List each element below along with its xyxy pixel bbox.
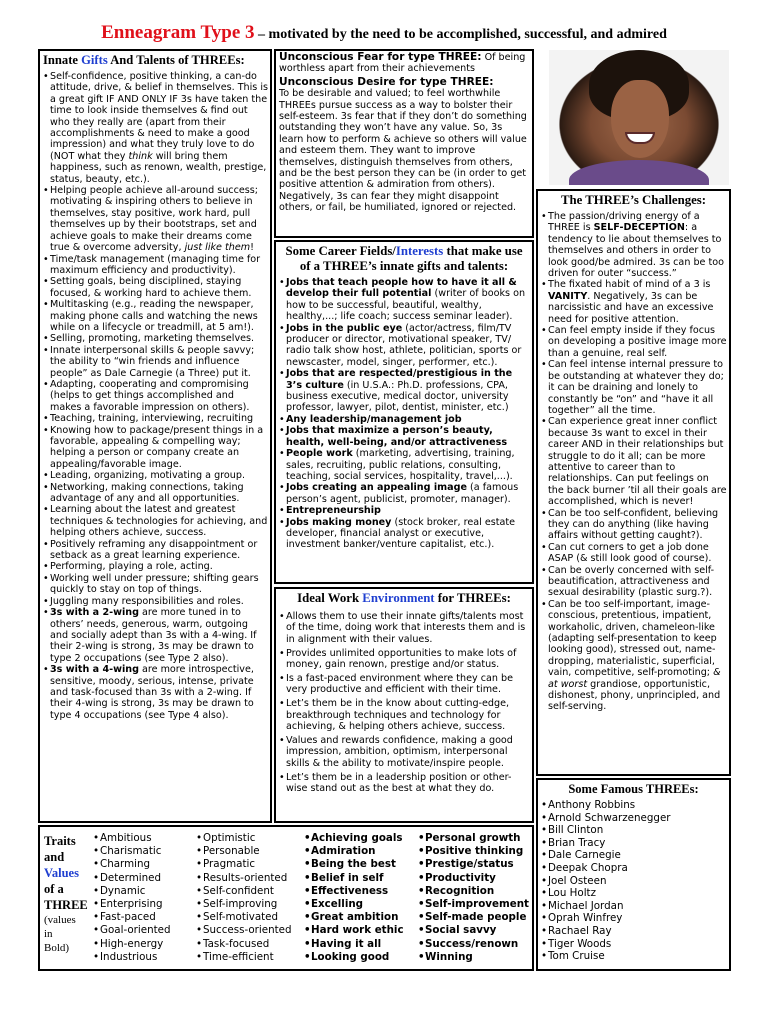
value-item: • Having it all <box>301 938 418 951</box>
career-item: • People work (marketing, advertising, training, sales, recruiting, public relations, consulting, teaching, social services, hospitality, travel,...). <box>276 448 530 482</box>
title-main: Enneagram Type 3 <box>101 22 255 43</box>
famous-header: Some Famous THREEs: <box>568 782 699 796</box>
fear-text: Unconscious Fear for type THREE: Of being worthless apart from their achievements <box>279 51 526 75</box>
challenge-item: • Can be too self-confident, believing they can do anything (like having affairs without getting caught?). <box>538 508 727 542</box>
traits-label: Traits and Values of a THREE (values in Bold) <box>44 834 88 954</box>
gift-item: • Knowing how to package/present things in a favorable, appealing & compelling way; helping a person or company create an appealing/favorable image. <box>40 425 268 471</box>
gift-item: • Self-confidence, positive thinking, a can-do attitude, drive, & belief in themselves. This is a great gift IF AND ONLY IF 3s have taken the time to look inside themselves & find out who they really are (apart from their accomplishments & need to make a good impression) and what they truly love to do (NOT what they think will bring them happiness, such as renown, wealth, prestige, status, beauty, etc.). <box>40 71 268 185</box>
famous-name: • Rachael Ray <box>538 925 729 938</box>
challenge-item: • Can be too self-important, image-conscious, pretentious, impatient, workaholic, driven, chameleon-like (adapting self-presentation to keep looking good), stressed out, name-dropping, materialistic, superficial, vain, competitive, self-promoting; & at worst grandiose, opportunistic, dishonest, phony, unprincipled, and self-serving. <box>538 599 727 713</box>
desire-text: Unconscious Desire for type THREE: To be desirable and valued; to feel worthwhile THREEs pursue success as a way to bolster their self-esteem. 3s fear that if they don’t do something outstanding they won’t have any value. So, 3s learn how to perform & achieve so others will value and esteem them. They want to improve themselves, distinguish themselves from others, and be the best person they can be (in order to get positive attention & admiration from others). Negatively, 3s can fear they might disappoint others, or fail, be humiliated, ignored or rejected. <box>279 75 527 214</box>
gift-item: • Leading, organizing, motivating a group. <box>40 470 268 481</box>
trait-item: • High-energy <box>90 938 190 951</box>
environment-item: • Provides unlimited opportunities to make lots of money, gain renown, prestige and/or status. <box>276 648 530 671</box>
career-item: • Entrepreneurship <box>276 505 530 516</box>
value-item: • Recognition <box>415 885 534 898</box>
trait-item: • Goal-oriented <box>90 924 190 937</box>
careers-header: Some Career Fields/Interests that make use of a THREE’s innate gifts and talents: <box>285 244 523 273</box>
gift-item: • Innate interpersonal skills & people savvy; the ability to “win friends and influence people” as Dale Carnegie (a Three) put it. <box>40 345 268 379</box>
value-item: • Excelling <box>301 898 418 911</box>
value-item: • Prestige/status <box>415 858 534 871</box>
gift-item: • Helping people achieve all-around success; motivating & inspiring others to believe in themselves, stay positive, work hard, pull themselves up by their bootstraps, set and achieve goals to make their dreams come true & overcome adversity, just like them! <box>40 185 268 253</box>
traits-col-2 <box>193 832 303 964</box>
gifts-box <box>38 49 272 823</box>
value-item: • Success/renown <box>415 938 534 951</box>
trait-item: • Determined <box>90 872 190 885</box>
environment-item: • Values and rewards confidence, making a good impression, ambition, optimism, interpersonal skills & the ability to motivate/inspire people. <box>276 735 530 769</box>
famous-name: • Tom Cruise <box>538 950 729 963</box>
famous-name: • Arnold Schwarzenegger <box>538 812 729 825</box>
values-col-1 <box>301 832 418 964</box>
trait-item: • Charismatic <box>90 845 190 858</box>
gift-item: • Selling, promoting, marketing themselves. <box>40 333 268 344</box>
environment-item: • Let’s them be in the know about cutting-edge, breakthrough techniques and technology for achieving, & helping others achieve, success. <box>276 698 530 732</box>
portrait-photo <box>549 50 729 185</box>
gift-item: • Working well under pressure; shifting gears quickly to stay on top of things. <box>40 573 268 596</box>
gift-item: • Positively reframing any disappointment or setback as a great learning experience. <box>40 539 268 562</box>
value-item: • Winning <box>415 951 534 964</box>
value-item: • Personal growth <box>415 832 534 845</box>
value-item: • Great ambition <box>301 911 418 924</box>
value-item: • Self-improvement <box>415 898 534 911</box>
trait-item: • Self-confident <box>193 885 303 898</box>
gift-item: • Multitasking (e.g., reading the newspaper, making phone calls and watching the news while on a lifecycle or treadmill, at 5 am!). <box>40 299 268 333</box>
trait-item: • Dynamic <box>90 885 190 898</box>
traits-box <box>38 825 534 971</box>
environment-item: • Allows them to use their innate gifts/talents most of the time, doing work that interests them and is in alignment with their values. <box>276 611 530 645</box>
career-item: • Jobs in the public eye (actor/actress, film/TV producer or director, motivational speaker, TV/ radio talk show host, athlete, politician, sports or newscaster, model, singer, performer, etc.). <box>276 323 530 369</box>
trait-item: • Success-oriented <box>193 924 303 937</box>
fear-desire-box <box>274 49 534 238</box>
wing2-item: • 3s with a 2-wing are more tuned in to others’ needs, generous, warm, outgoing and socially adept than 3s with a 4-wing. If their 2-wing is strong, 3s may be drawn to type 2 occupations (see Type 2 also). <box>40 607 268 664</box>
page-title <box>0 22 768 44</box>
challenge-item: • Can experience great inner conflict because 3s want to excel in their career AND in their relationships but struggle to do it all; can be more attentive to career than to relationships. Can put feelings on the back burner ’til all their goals are accomplished, which is never! <box>538 416 727 507</box>
famous-name: • Oprah Winfrey <box>538 912 729 925</box>
title-sub: – motivated by the need to be accomplished, successful, and admired <box>254 27 667 42</box>
famous-name: • Tiger Woods <box>538 938 729 951</box>
gift-item: • Networking, making connections, taking advantage of any and all opportunities. <box>40 482 268 505</box>
gift-item: • Learning about the latest and greatest techniques & technologies for achieving, and helping others achieve, success. <box>40 504 268 538</box>
careers-list <box>276 277 532 551</box>
famous-name: • Deepak Chopra <box>538 862 729 875</box>
career-item: • Jobs creating an appealing image (a famous person’s agent, publicist, promoter, manager). <box>276 482 530 505</box>
trait-item: • Industrious <box>90 951 190 964</box>
challenge-item: • Can feel empty inside if they focus on developing a positive image more than a genuine, real self. <box>538 325 727 359</box>
challenge-item: • Can cut corners to get a job done ASAP (& still look good of course). <box>538 542 727 565</box>
challenges-box <box>536 189 731 776</box>
gifts-header: Innate Gifts And Talents of THREEs: <box>43 53 245 67</box>
gift-item: • Time/task management (managing time for maximum efficiency and productivity). <box>40 254 268 277</box>
famous-name: • Bill Clinton <box>538 824 729 837</box>
value-item: • Hard work ethic <box>301 924 418 937</box>
challenge-item: • The fixated habit of mind of a 3 is VANITY. Negatively, 3s can be narcissistic and have an excessive need for positive attention. <box>538 279 727 325</box>
value-item: • Productivity <box>415 872 534 885</box>
value-item: • Being the best <box>301 858 418 871</box>
environment-item: • Is a fast-paced environment where they can be very productive and efficient with their time. <box>276 673 530 696</box>
trait-item: • Optimistic <box>193 832 303 845</box>
value-item: • Admiration <box>301 845 418 858</box>
wing4-item: • 3s with a 4-wing are more introspective, sensitive, moody, serious, intense, private and task-focused than 3s with a 2-wing. If their 4-wing is strong, 3s may be drawn to type 4 occupations (see Type 4 also). <box>40 664 268 721</box>
trait-item: • Time-efficient <box>193 951 303 964</box>
famous-name: • Joel Osteen <box>538 875 729 888</box>
career-item: • Jobs that are respected/prestigious in the 3’s culture (in U.S.A.: Ph.D. professions, CPA, business executive, medical doctor, university professor, lawyer, pilot, dentist, minister, etc.) <box>276 368 530 414</box>
value-item: • Belief in self <box>301 872 418 885</box>
trait-item: • Self-motivated <box>193 911 303 924</box>
gifts-list <box>40 71 270 721</box>
environment-header: Ideal Work Environment for THREEs: <box>297 591 511 605</box>
challenge-item: • The passion/driving energy of a THREE is SELF-DECEPTION: a tendency to lie about themselves to themselves and others in order to look good/be admired. 3s can be too driven for outer “success.” <box>538 211 727 279</box>
value-item: • Social savvy <box>415 924 534 937</box>
value-item: • Positive thinking <box>415 845 534 858</box>
gift-item: • Setting goals, being disciplined, staying focused, & working hard to achieve them. <box>40 276 268 299</box>
trait-item: • Results-oriented <box>193 872 303 885</box>
famous-box <box>536 778 731 971</box>
value-item: • Looking good <box>301 951 418 964</box>
value-item: • Self-made people <box>415 911 534 924</box>
challenges-list <box>538 211 729 713</box>
value-item: • Effectiveness <box>301 885 418 898</box>
challenges-header: The THREE’s Challenges: <box>560 193 707 207</box>
famous-name: • Michael Jordan <box>538 900 729 913</box>
gift-item: • Teaching, training, interviewing, recruiting <box>40 413 268 424</box>
famous-name: • Lou Holtz <box>538 887 729 900</box>
famous-name: • Brian Tracy <box>538 837 729 850</box>
career-item: • Jobs making money (stock broker, real estate developer, financial analyst or executive, investment banker/venture capitalist, etc.). <box>276 517 530 551</box>
trait-item: • Ambitious <box>90 832 190 845</box>
traits-col-1 <box>90 832 190 964</box>
challenge-item: • Can be overly concerned with self-beautification, attractiveness and sexual desirability (plastic surg.?). <box>538 565 727 599</box>
career-item: • Jobs that teach people how to have it all & develop their full potential (writer of books on how to be successful, beautiful, wealthy, healthy,...; life coach; success seminar leader). <box>276 277 530 323</box>
values-col-2 <box>415 832 534 964</box>
gift-item: • Adapting, cooperating and compromising (helps to get things accomplished and makes a favorable impression on others). <box>40 379 268 413</box>
careers-box <box>274 240 534 584</box>
trait-item: • Pragmatic <box>193 858 303 871</box>
trait-item: • Enterprising <box>90 898 190 911</box>
environment-box <box>274 587 534 823</box>
famous-name: • Dale Carnegie <box>538 849 729 862</box>
trait-item: • Fast-paced <box>90 911 190 924</box>
trait-item: • Task-focused <box>193 938 303 951</box>
gift-item: • Performing, playing a role, acting. <box>40 561 268 572</box>
famous-list <box>538 799 729 963</box>
environment-item: • Let’s them be in a leadership position or other-wise stand out as the best at what they do. <box>276 772 530 795</box>
career-item: • Any leadership/management job <box>276 414 530 425</box>
trait-item: • Personable <box>193 845 303 858</box>
environment-list <box>276 611 532 795</box>
trait-item: • Charming <box>90 858 190 871</box>
value-item: • Achieving goals <box>301 832 418 845</box>
career-item: • Jobs that maximize a person’s beauty, health, well-being, and/or attractiveness <box>276 425 530 448</box>
gift-item: • Juggling many responsibilities and roles. <box>40 596 268 607</box>
challenge-item: • Can feel intense internal pressure to be outstanding at whatever they do; it can be draining and lonely to constantly be “on” and “have it all together” all the time. <box>538 359 727 416</box>
trait-item: • Self-improving <box>193 898 303 911</box>
famous-name: • Anthony Robbins <box>538 799 729 812</box>
